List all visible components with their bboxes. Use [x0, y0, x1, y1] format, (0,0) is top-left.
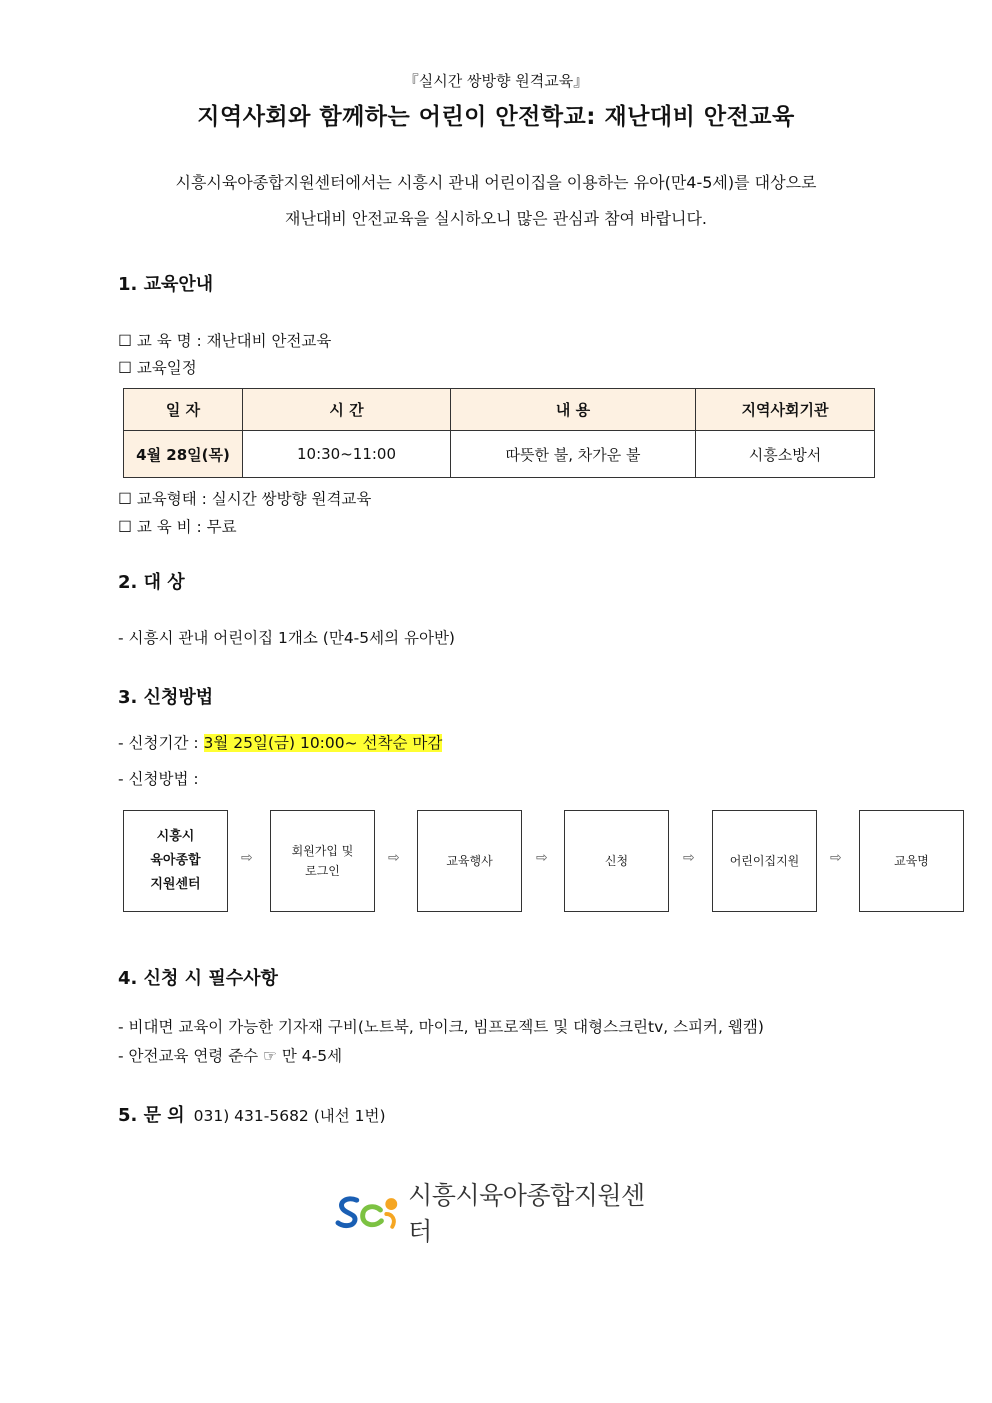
- arrow-icon: ⇨: [388, 850, 400, 866]
- intro-line-2: 재난대비 안전교육을 실시하오니 많은 관심과 참여 바랍니다.: [284, 209, 707, 228]
- cell-agency: 시흥소방서: [696, 431, 875, 478]
- method-label: - 신청방법 :: [118, 770, 199, 788]
- format-line: ☐ 교육형태 : 실시간 쌍방향 원격교육: [118, 490, 372, 508]
- arrow-icon: ⇨: [241, 850, 253, 866]
- schedule-line: ☐ 교육일정: [118, 359, 197, 377]
- step-education-event: 교육행사: [417, 810, 522, 912]
- requirement-line-1: - 비대면 교육이 가능한 기자재 구비(노트북, 마이크, 빔프로젝트 및 대형스크린tv, 스피커, 웹캠): [118, 1018, 764, 1036]
- target-line: - 시흥시 관내 어린이집 1개소 (만4-5세의 유아반): [118, 629, 455, 647]
- cell-content: 따뜻한 불, 차가운 불: [451, 431, 696, 478]
- course-name-line: ☐ 교 육 명 : 재난대비 안전교육: [118, 332, 332, 350]
- contact-line: [118, 1101, 386, 1127]
- section-3-heading: 3. 신청방법: [118, 687, 214, 708]
- header-time: 시 간: [243, 389, 451, 431]
- section-2-heading: 2. 대 상: [118, 572, 185, 593]
- contact-number: 031) 431-5682 (내선 1번): [193, 1107, 386, 1125]
- header-agency: 지역사회기관: [696, 389, 875, 431]
- period-value-highlight: 3월 25일(금) 10:00~ 선착순 마감: [203, 734, 443, 752]
- period-label: - 신청기간 :: [118, 734, 204, 752]
- intro-line-1: 시흥시육아종합지원센터에서는 시흥시 관내 어린이집을 이용하는 유아(만4-5세)를 대상으로: [175, 173, 817, 192]
- section-1-heading: 1. 교육안내: [118, 274, 214, 295]
- period-line: [118, 731, 442, 753]
- arrow-icon: ⇨: [536, 850, 548, 866]
- org-logo-icon: [335, 1192, 402, 1232]
- step-signup-login: 회원가입 및 로그인: [270, 810, 375, 912]
- step-course-name: 교육명: [859, 810, 964, 912]
- header-date: 일 자: [124, 389, 243, 431]
- header-content: 내 용: [451, 389, 696, 431]
- schedule-table: [123, 388, 875, 478]
- requirement-line-2: - 안전교육 연령 준수 ☞ 만 4-5세: [118, 1047, 343, 1065]
- cell-time: 10:30~11:00: [243, 431, 451, 478]
- document-title: 지역사회와 함께하는 어린이 안전학교: 재난대비 안전교육: [197, 104, 795, 130]
- step-daycare-support: 어린이집지원: [712, 810, 817, 912]
- step-center: 시흥시 육아종합 지원센터: [123, 810, 228, 912]
- step-apply: 신청: [564, 810, 669, 912]
- arrow-icon: ⇨: [683, 850, 695, 866]
- arrow-icon: ⇨: [830, 850, 842, 866]
- schedule-table-header-row: [124, 389, 875, 431]
- cell-date: 4월 28일(목): [124, 431, 243, 478]
- section-5-heading: 5. 문 의: [118, 1105, 185, 1126]
- section-4-heading: 4. 신청 시 필수사항: [118, 968, 278, 989]
- org-logo: [335, 1181, 665, 1246]
- document-subtitle: 『실시간 쌍방향 원격교육』: [403, 72, 589, 90]
- schedule-table-row: [124, 431, 875, 478]
- fee-line: ☐ 교 육 비 : 무료: [118, 518, 237, 536]
- org-name: 시흥시육아종합지원센터: [408, 1181, 645, 1246]
